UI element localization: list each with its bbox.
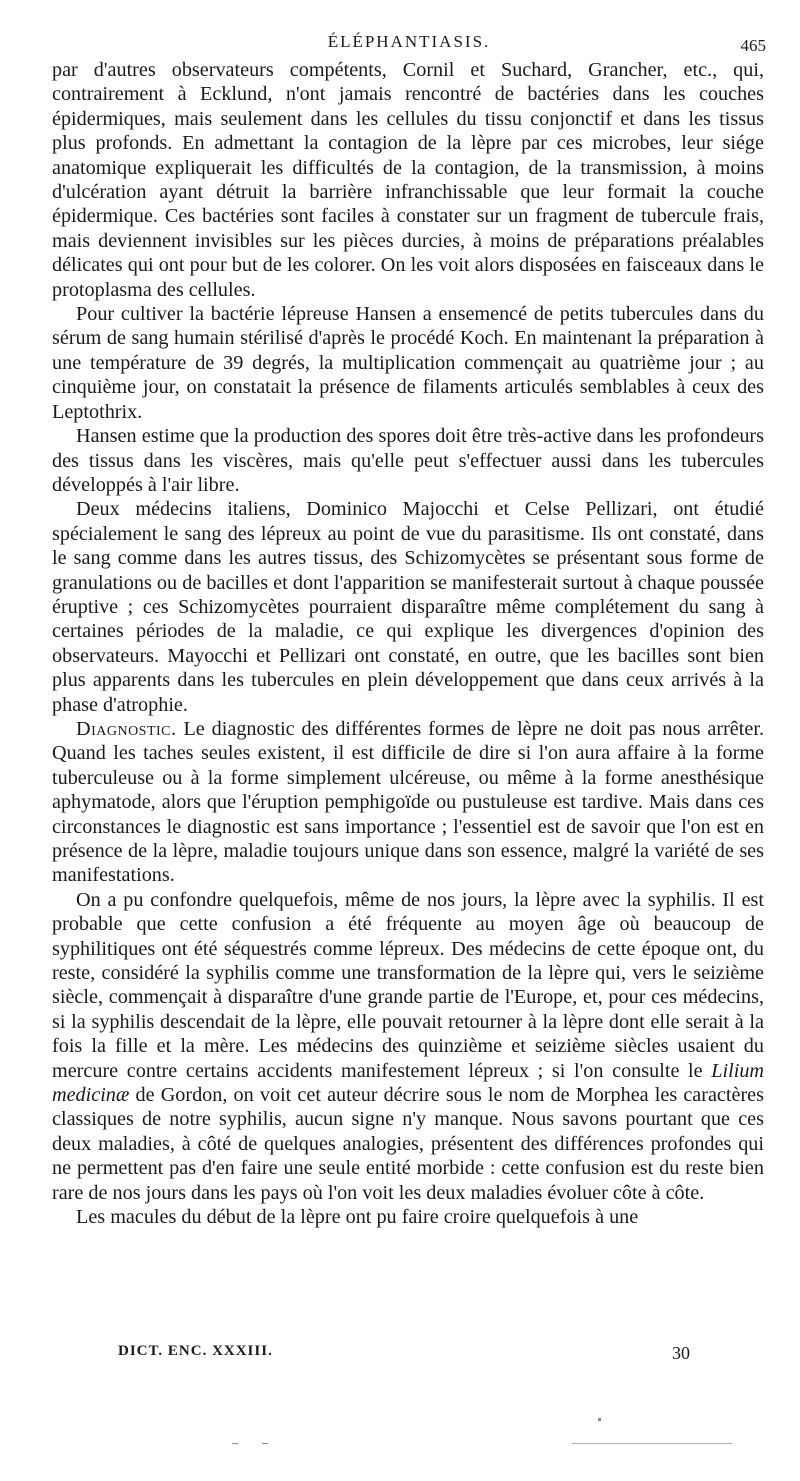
paragraph-1-text: par d'autres observateurs compétents, Cornil et Suchard, Grancher, etc., qui, contrairement à Ecklund, n'ont jamais rencontré de bactéries dans les couches épidermiques, mais seulement dans les cellules du tissu conjonctif et dans les tissus plus profonds. En admettant la contagion de la lèpre par ces microbes, leur siége anatomique expliquerait les difficultés de la contagion, de la transmission, à moins d'ulcération ayant détruit la barrière infranchissable que leur formait la couche épidermique. Ces bactéries sont faciles à constater sur un fragment de tubercule frais, mais deviennent invisibles sur les pièces durcies, à moins de préparations préalables délicates qui ont pour but de les colorer. On les voit alors disposées en faisceaux dans le protoplasma des cellules. (52, 59, 764, 301)
paragraph-7-text: Les macules du début de la lèpre ont pu faire croire quelquefois à une (76, 1206, 639, 1229)
paragraph-4-text: Deux médecins italiens, Dominico Majocchi et Celse Pellizari, ont étudié spécialement le sang des lépreux au point de vue du parasitisme. Ils ont constaté, dans le sang comme dans les autres tissus, des Schizomycètes se présentant sous forme de granulations ou de bacilles et dont l'apparition se manifesterait surtout à chaque poussée éruptive ; ces Schizomycètes pourraient disparaître même complétement du sang à certaines périodes de la maladie, ce qui explique les divergences d'opinion des observateurs. Mayocchi et Pellizari ont constaté, en outre, que les bacilles sont bien plus apparents dans les tubercules en plein développement que dans ceux arrivés à la phase d'atrophie. (52, 498, 764, 716)
body-text (52, 58, 764, 1230)
paragraph-7 (52, 1205, 764, 1229)
paragraph-2 (52, 302, 764, 424)
paragraph-diagnostic-text: Le diagnostic des différentes formes de lèpre ne doit pas nous arrêter. Quand les taches seules existent, il est difficile de dire si l'on aura affaire à la forme tuberculeuse ou à la forme simplement ulcéreuse, ou même à la forme anesthésique aphymatode, alors que l'éruption pemphigoïde ou pustuleuse est tardive. Mais dans ces circonstances le diagnostic est sans importance ; l'essentiel est de savoir que l'on est en présence de la lèpre, maladie toujours unique dans son essence, malgré la variété de ses manifestations. (52, 717, 764, 887)
paragraph-diagnostic (52, 717, 764, 888)
running-title: ÉLÉPHANTIASIS. (327, 32, 491, 51)
scan-artifact (232, 1443, 238, 1444)
paragraph-6-text-before: On a pu confondre quelquefois, même de nos jours, la lèpre avec la syphilis. Il est probable que cette confusion a été fréquente au moyen âge où beaucoup de syphilitiques ont été séquestrés comme lépreux. Des médecins de cette époque ont, du reste, considéré la syphilis comme une transformation de la lèpre qui, vers le seizième siècle, commençait à disparaître d'une grande partie de l'Europe, et, pour ces médecins, si la syphilis descendait de la lèpre, elle pouvait retourner à la lèpre dont elle serait à la fois la fille et la mère. Les médecins des quinzième et seizième siècles usaient du mercure contre certains accidents manifestement lépreux ; si l'on consulte le (52, 888, 764, 1082)
paragraph-6-text-after: de Gordon, on voit cet auteur décrire sous le nom de Morphea les caractères classiques de notre syphilis, aucun signe n'y manque. Nous savons pourtant que ces deux maladies, à côté de quelques analogies, présentent des différences profondes qui ne permettent pas d'en faire une seule entité morbide : cette confusion est du reste bien rare de nos jours dans les pays où l'on voit les deux maladies évoluer côte à côte. (52, 1084, 764, 1204)
scan-artifact (262, 1443, 268, 1444)
paragraph-6 (52, 888, 764, 1205)
paragraph-2-text: Pour cultiver la bactérie lépreuse Hansen a ensemencé de petits tubercules dans du sérum de sang humain stérilisé d'après le procédé Koch. En maintenant la préparation à une température de 39 degrés, la multiplication commençait au quatrième jour ; au cinquième jour, on constatait la présence de filaments articulés semblables à ceux des Leptothrix. (52, 303, 764, 423)
scan-artifact (598, 1418, 601, 1421)
paragraph-1 (52, 58, 764, 302)
scan-artifact (572, 1443, 732, 1444)
printer-signature: DICT. ENC. XXXIII. (118, 1343, 273, 1359)
paragraph-3 (52, 424, 764, 497)
section-lead-diagnostic: Diagnostic. (76, 717, 177, 740)
book-title-italic: Lilium medicinæ (52, 1059, 764, 1107)
signature-number: 30 (672, 1343, 690, 1363)
signature-footer (118, 1343, 690, 1369)
paragraph-3-text: Hansen estime que la production des spores doit être très-active dans les profondeurs des tissus dans les viscères, mais qu'elle peut s'effectuer aussi dans les tubercules développés à l'air libre. (52, 425, 764, 496)
page-number: 465 (740, 36, 766, 55)
running-head (52, 30, 766, 56)
paragraph-4 (52, 497, 764, 717)
